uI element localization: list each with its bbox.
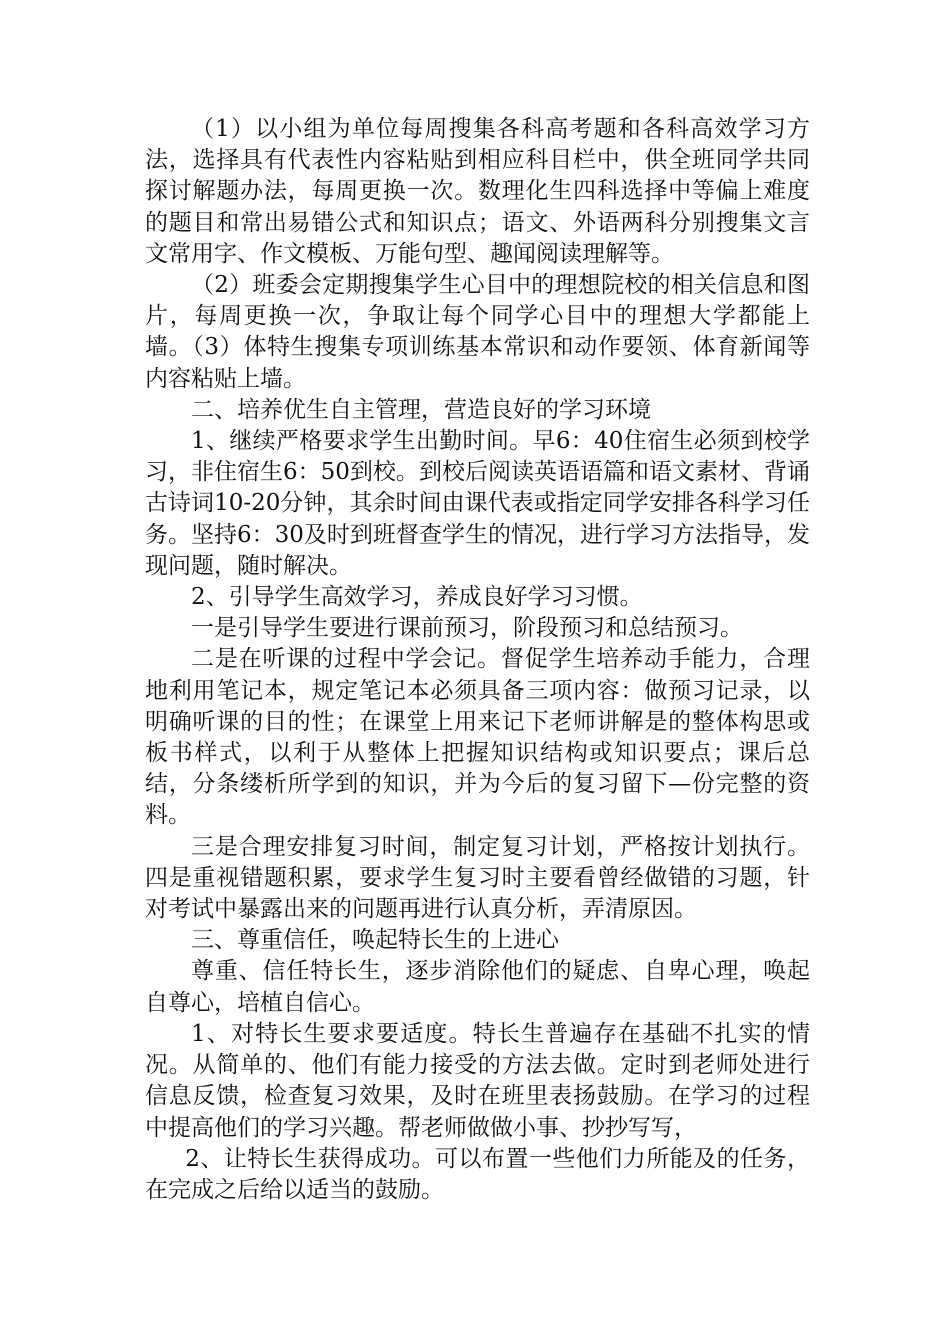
paragraph-attendance: 1、继续严格要求学生出勤时间。早6：40住宿生必须到校学习，非住宿生6：50到校。到校后阅读英语语篇和语文素材、背诵古诗词10-20分钟，其余时间由课代表或指定同学安排各科学习任务。坚持6：30及时到班督查学生的情况，进行学习方法指导，发现问题，随时解决。 bbox=[145, 428, 810, 579]
paragraph-efficient-learning: 2、引导学生高效学习，养成良好学习习惯。 bbox=[191, 584, 643, 611]
paragraph-collect-exam-questions: （1）以小组为单位每周搜集各科高考题和各科高效学习方法，选择具有代表性内容粘贴到相应科目栏中，供全班同学共同探讨解题办法，每周更换一次。数理化生四科选择中等偏上难度的题目和常出易错公式和知识点；语文、外语两科分别搜集文言文常用字、作文模板、万能句型、趣闻阅读理解等。 bbox=[145, 116, 810, 267]
section-heading-self-management: 二、培养优生自主管理，营造良好的学习环境 bbox=[191, 396, 651, 423]
paragraph-achieve-success: 2、让特长生获得成功。可以布置一些他们力所能及的任务，在完成之后给以适当的鼓励。 bbox=[145, 1145, 810, 1203]
paragraph-preview: 一是引导学生要进行课前预习，阶段预习和总结预习。 bbox=[191, 615, 743, 642]
document-body bbox=[145, 114, 810, 1206]
paragraph-build-confidence: 尊重、信任特长生，逐步消除他们的疑虑、自卑心理，唤起自尊心，培植自信心。 bbox=[145, 958, 810, 1016]
paragraph-moderate-requirements: 1、对特长生要求要适度。特长生普遍存在基础不扎实的情况。从简单的、他们有能力接受的方法去做。定时到老师处进行信息反馈，检查复习效果，及时在班里表扬鼓励。在学习的过程中提高他们的学习兴趣。帮老师做做小事、抄抄写写， bbox=[145, 1020, 810, 1141]
paragraph-review-plan: 三是合理安排复习时间，制定复习计划，严格按计划执行。四是重视错题积累，要求学生复习时主要看曾经做错的习题，针对考试中暴露出来的问题再进行认真分析，弄清原因。 bbox=[145, 833, 810, 923]
paragraph-note-taking: 二是在听课的过程中学会记。督促学生培养动手能力，合理地利用笔记本，规定笔记本必须具备三项内容：做预习记录，以明确听课的目的性；在课堂上用来记下老师讲解是的整体构思或板书样式，以利于从整体上把握知识结构或知识要点；课后总结，分条缕析所学到的知识，并为今后的复习留下—份完整的资料。 bbox=[145, 646, 810, 829]
section-heading-respect-trust: 三、尊重信任，唤起特长生的上进心 bbox=[191, 927, 559, 954]
paragraph-ideal-universities: （2）班委会定期搜集学生心目中的理想院校的相关信息和图片，每周更换一次，争取让每个同学心目中的理想大学都能上墙。（3）体特生搜集专项训练基本常识和动作要领、体育新闻等内容粘贴上墙。 bbox=[145, 272, 810, 392]
